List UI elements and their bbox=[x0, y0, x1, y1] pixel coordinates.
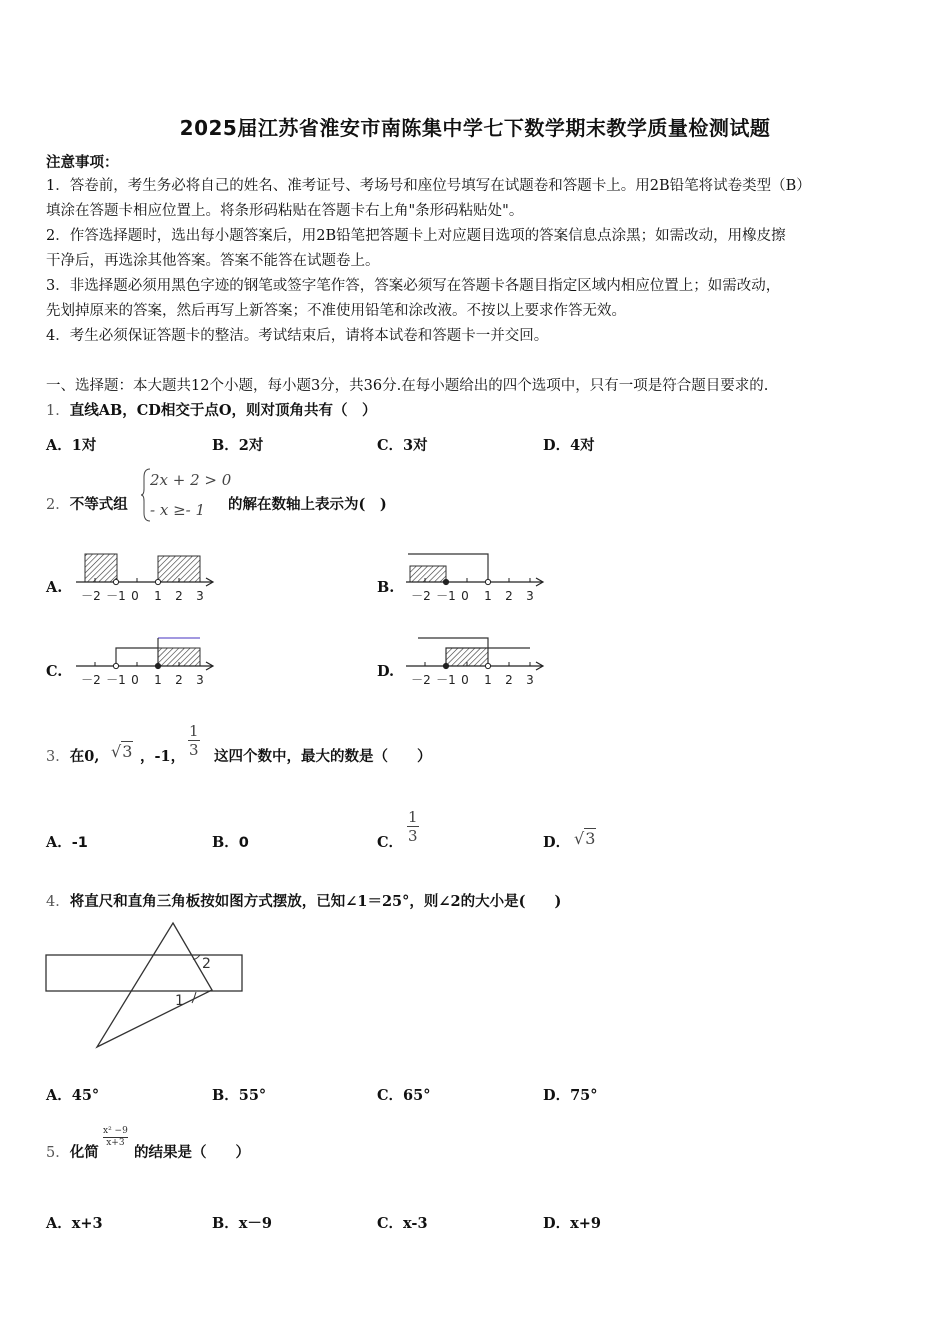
angle-1-label: 1 bbox=[175, 993, 184, 1009]
q1-option-a[interactable]: A．1对 bbox=[46, 437, 97, 454]
question-text: 在0, bbox=[69, 748, 100, 765]
question-number: 2． bbox=[46, 497, 70, 513]
number-line-c bbox=[72, 630, 222, 688]
tick-label: 2 bbox=[505, 589, 513, 603]
q4-option-b[interactable]: B．55° bbox=[212, 1087, 267, 1104]
question-text: 这四个数中，最大的数是（ ） bbox=[214, 748, 432, 765]
option-c-fraction bbox=[407, 808, 419, 845]
tick-label: 2 bbox=[505, 673, 513, 687]
question-5 bbox=[46, 1140, 99, 1166]
tick-label: 2 bbox=[175, 673, 183, 687]
question-text: 化简 bbox=[69, 1144, 99, 1161]
notice-line-5: 3．非选择题必须用黑色字迹的钢笔或签字笔作答，答案必须写在答题卡各题目指定区域内相应位置上；如需改动， bbox=[46, 278, 781, 294]
question-text: 将直尺和直角三角板按如图方式摆放，已知∠1＝25°，则∠2的大小是( ) bbox=[69, 893, 562, 910]
fraction-one-third bbox=[188, 722, 200, 759]
question-text: 不等式组 bbox=[69, 496, 128, 513]
tick-label: 3 bbox=[526, 673, 534, 687]
q2-option-d[interactable]: D. bbox=[377, 663, 395, 680]
q1-option-b[interactable]: B．2对 bbox=[212, 437, 264, 454]
tick-label: 1 bbox=[154, 673, 162, 687]
section-heading: 一、选择题：本大题共12个小题，每小题3分，共36分.在每小题给出的四个选项中，只有一项是符合题目要求的. bbox=[46, 378, 769, 394]
radicand: 3 bbox=[122, 742, 133, 761]
question-text: ，-1， bbox=[140, 748, 186, 765]
notice-line-2: 填涂在答题卡相应位置上。将条形码粘贴在答题卡右上角"条形码粘贴处"。 bbox=[46, 203, 524, 219]
question-text-suffix: 的结果是（ ） bbox=[134, 1144, 250, 1161]
tick-label: 3 bbox=[196, 673, 204, 687]
notice-heading: 注意事项： bbox=[46, 154, 119, 171]
q5-option-c[interactable]: C．x-3 bbox=[377, 1215, 428, 1232]
tick-label: －2 bbox=[81, 589, 101, 603]
question-number: 5． bbox=[46, 1145, 70, 1161]
numerator: 1 bbox=[189, 722, 199, 740]
option-d-sqrt: √3 bbox=[574, 829, 596, 848]
q4-option-d[interactable]: D．75° bbox=[543, 1087, 598, 1104]
question-number: 3． bbox=[46, 749, 70, 765]
q3-option-a[interactable] bbox=[46, 831, 88, 852]
denominator: 3 bbox=[189, 741, 199, 759]
tick-label: －1 bbox=[106, 589, 126, 603]
fraction-expression bbox=[103, 1126, 128, 1149]
system-equation-2: - x ≥- 1 bbox=[150, 501, 206, 519]
option-value: -1 bbox=[71, 835, 88, 851]
tick-label: 0 bbox=[131, 673, 139, 687]
notice-line-6: 先划掉原来的答案，然后再写上新答案；不准使用铅笔和涂改液。不按以上要求作答无效。 bbox=[46, 303, 626, 319]
tick-label: 2 bbox=[175, 589, 183, 603]
option-value: 0 bbox=[238, 835, 249, 851]
ruler bbox=[46, 955, 242, 991]
q3-option-d[interactable]: D． bbox=[543, 834, 571, 851]
q2-option-b[interactable]: B. bbox=[377, 579, 395, 596]
numerator: 1 bbox=[408, 808, 418, 826]
q3-option-b[interactable] bbox=[212, 831, 249, 852]
tick-label: －1 bbox=[106, 673, 126, 687]
q4-option-c[interactable]: C．65° bbox=[377, 1087, 431, 1104]
q5-option-d[interactable]: D．x+9 bbox=[543, 1215, 601, 1232]
tick-label: 0 bbox=[461, 673, 469, 687]
option-label: A． bbox=[46, 834, 72, 851]
q2-option-a[interactable]: A. bbox=[46, 579, 63, 596]
tick-label: 0 bbox=[461, 589, 469, 603]
number-line-b bbox=[402, 546, 552, 604]
question-text: 直线AB，CD相交于点O，则对顶角共有（ ） bbox=[69, 402, 377, 419]
ruler-triangle-figure bbox=[40, 915, 250, 1055]
q5-option-b[interactable]: B．x－9 bbox=[212, 1215, 272, 1232]
tick-label: －1 bbox=[436, 673, 456, 687]
triangle bbox=[97, 923, 212, 1047]
q5-option-a[interactable]: A．x+3 bbox=[46, 1215, 103, 1232]
q1-option-d[interactable]: D．4对 bbox=[543, 437, 595, 454]
radicand: 3 bbox=[585, 829, 596, 848]
number-line-a bbox=[72, 546, 222, 604]
notice-line-4: 干净后，再选涂其他答案。答案不能答在试题卷上。 bbox=[46, 253, 380, 269]
number-line-d bbox=[402, 630, 552, 688]
question-text-suffix: 的解在数轴上表示为( ) bbox=[228, 496, 387, 513]
tick-label: 0 bbox=[131, 589, 139, 603]
tick-label: －2 bbox=[411, 673, 431, 687]
angle-2-label: 2 bbox=[202, 956, 211, 972]
tick-label: 3 bbox=[526, 589, 534, 603]
notice-line-3: 2．作答选择题时，选出每小题答案后，用2B铅笔把答题卡上对应题目选项的答案信息点涂黑；如需改动，用橡皮擦 bbox=[46, 228, 786, 244]
question-4 bbox=[46, 889, 561, 915]
numerator: x² −9 bbox=[103, 1126, 128, 1136]
denominator: x+3 bbox=[106, 1138, 125, 1148]
q4-option-a[interactable]: A．45° bbox=[46, 1087, 100, 1104]
question-number: 4． bbox=[46, 894, 70, 910]
q3-option-c[interactable]: C． bbox=[377, 834, 404, 851]
tick-label: －2 bbox=[81, 673, 101, 687]
denominator: 3 bbox=[408, 827, 418, 845]
notice-line-7: 4．考生必须保证答题卡的整洁。考试结束后，请将本试卷和答题卡一并交回。 bbox=[46, 328, 549, 344]
tick-label: －1 bbox=[436, 589, 456, 603]
question-number: 1． bbox=[46, 403, 70, 419]
tick-label: 1 bbox=[484, 673, 492, 687]
tick-label: 1 bbox=[154, 589, 162, 603]
question-2 bbox=[46, 492, 128, 518]
tick-label: －2 bbox=[411, 589, 431, 603]
q1-option-c[interactable]: C．3对 bbox=[377, 437, 428, 454]
notice-line-1: 1．答卷前，考生务必将自己的姓名、准考证号、考场号和座位号填写在试题卷和答题卡上。用2B铅笔将试卷类型（B） bbox=[46, 178, 811, 194]
tick-label: 3 bbox=[196, 589, 204, 603]
question-3 bbox=[46, 744, 99, 770]
sqrt-3: √3 bbox=[111, 742, 133, 761]
tick-label: 1 bbox=[484, 589, 492, 603]
system-equation-1: 2x + 2 > 0 bbox=[150, 471, 232, 489]
page-title: 2025届江苏省淮安市南陈集中学七下数学期末教学质量检测试题 bbox=[179, 116, 771, 140]
q2-option-c[interactable]: C. bbox=[46, 663, 63, 680]
option-label: B． bbox=[212, 834, 239, 851]
question-1 bbox=[46, 398, 376, 424]
